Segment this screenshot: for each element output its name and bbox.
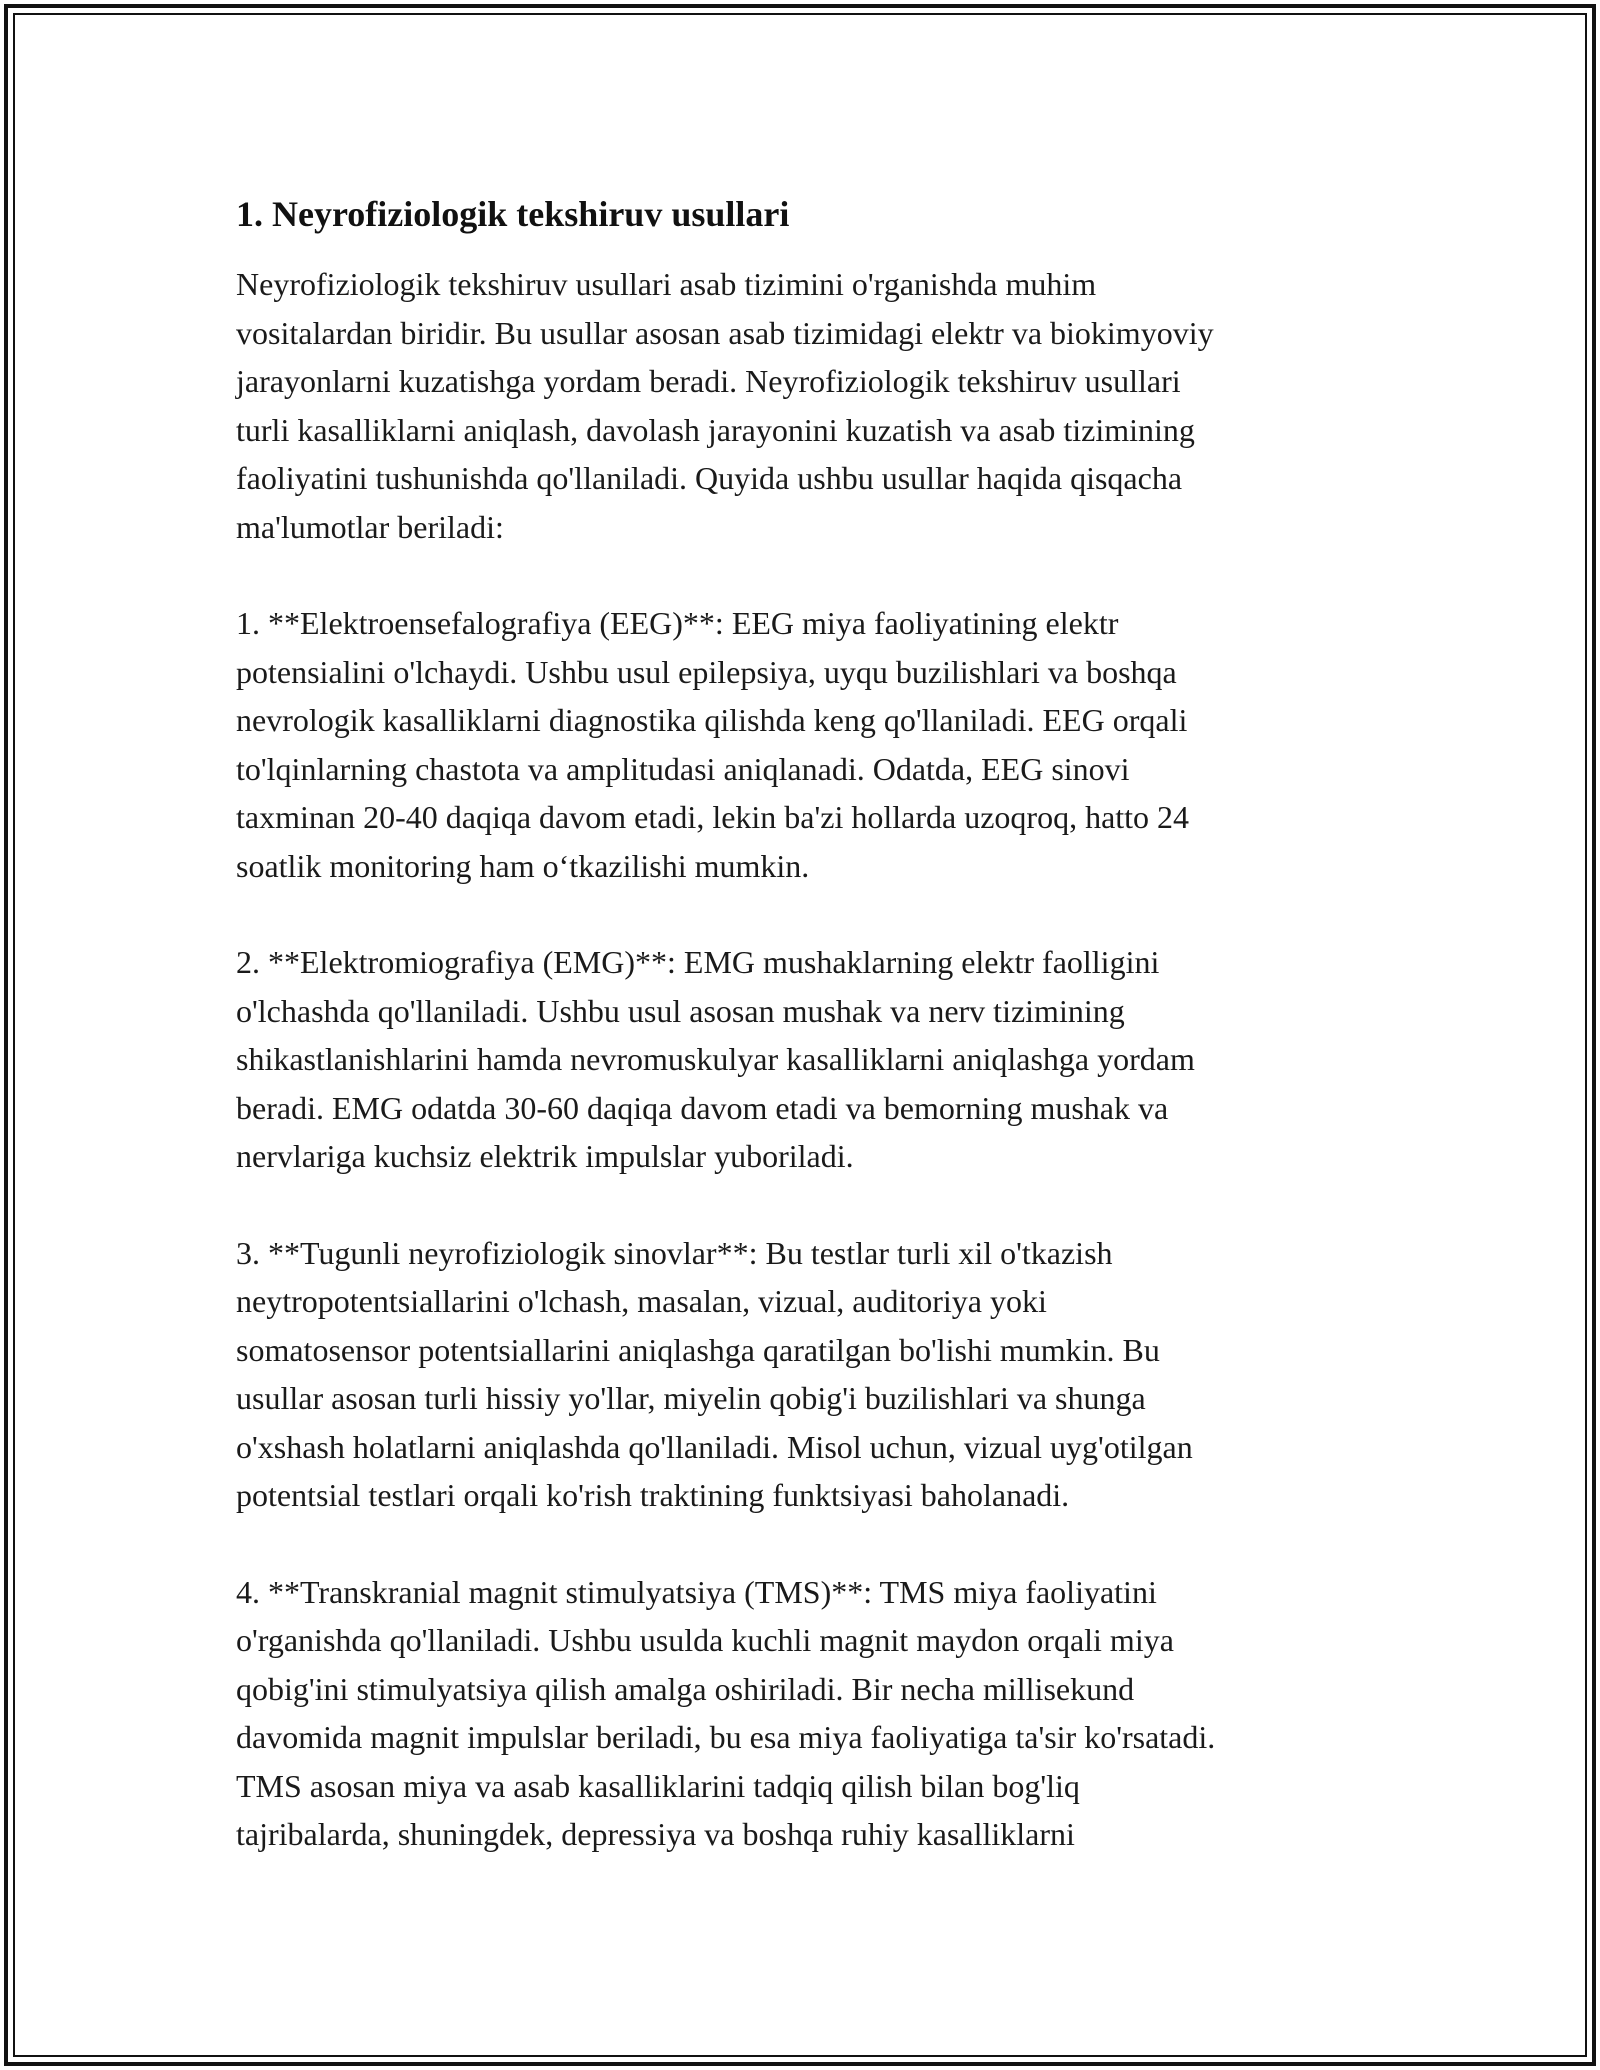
text-line: o'rganishda qo'llaniladi. Ushbu usulda kuchli magnit maydon orqali miya	[236, 1622, 1174, 1658]
text-line: ma'lumotlar beriladi:	[236, 508, 504, 545]
text-line: 1. **Elektroensefalografiya (EEG)**: EEG miya faoliyatining elektr	[236, 605, 1119, 641]
paragraph-evoked-potentials	[236, 1229, 1366, 1520]
text-line: tajribalarda, shuningdek, depressiya va boshqa ruhiy kasalliklarni	[236, 1816, 1075, 1852]
text-line: usullar asosan turli hissiy yo'llar, miyelin qobig'i buzilishlari va shunga	[236, 1380, 1146, 1416]
text-line: 3. **Tugunli neyrofiziologik sinovlar**: Bu testlar turli xil o'tkazish	[236, 1234, 1113, 1271]
text-line: somatosensor potentsiallarini aniqlashga qaratilgan bo'lishi mumkin. Bu	[236, 1331, 1160, 1368]
text-line: soatlik monitoring ham o‘tkazilishi mumkin.	[236, 847, 810, 884]
document-body	[236, 186, 1366, 1859]
text-line: Neyrofiziologik tekshiruv usullari asab tizimini o'rganishda muhim	[236, 266, 1097, 302]
text-line: shikastlanishlarini hamda nevromuskulyar kasalliklarni aniqlashga yordam	[236, 1041, 1195, 1077]
text-line: 2. **Elektromiografiya (EMG)**: EMG mushaklarning elektr faolligini	[236, 944, 1160, 980]
text-line: o'lchashda qo'llaniladi. Ushbu usul asosan mushak va nerv tizimining	[236, 992, 1125, 1029]
text-line: qobig'ini stimulyatsiya qilish amalga oshiriladi. Bir necha millisekund	[236, 1670, 1135, 1707]
text-line: o'xshash holatlarni aniqlashda qo'llaniladi. Misol uchun, vizual uyg'otilgan	[236, 1428, 1193, 1465]
text-line: taxminan 20-40 daqiqa davom etadi, lekin ba'zi hollarda uzoqroq, hatto 24	[236, 799, 1190, 835]
paragraph-eeg	[236, 599, 1366, 890]
text-line: jarayonlarni kuzatishga yordam beradi. Neyrofiziologik tekshiruv usullari	[236, 363, 1181, 399]
text-line: davomida magnit impulslar beriladi, bu esa miya faoliyatiga ta'sir ko'rsatadi.	[236, 1719, 1216, 1755]
text-line: neytropotentsiallarini o'lchash, masalan, vizual, auditoriya yoki	[236, 1283, 1047, 1319]
text-line: 4. **Transkranial magnit stimulyatsiya (TMS)**: TMS miya faoliyatini	[236, 1573, 1157, 1610]
text-line: turli kasalliklarni aniqlash, davolash jarayonini kuzatish va asab tizimining	[236, 411, 1195, 448]
text-line: potensialini o'lchaydi. Ushbu usul epilepsiya, uyqu buzilishlari va boshqa	[236, 653, 1177, 690]
text-line: beradi. EMG odatda 30-60 daqiqa davom etadi va bemorning mushak va	[236, 1089, 1169, 1126]
text-line: vositalardan biridir. Bu usullar asosan asab tizimidagi elektr va biokimyoviy	[236, 314, 1214, 351]
text-line: nevrologik kasalliklarni diagnostika qilishda keng qo'llaniladi. EEG orqali	[236, 702, 1188, 738]
text-line: faoliyatini tushunishda qo'llaniladi. Quyida ushbu usullar haqida qisqacha	[236, 460, 1183, 496]
text-line: nervlariga kuchsiz elektrik impulslar yuboriladi.	[236, 1138, 854, 1174]
paragraph-intro	[236, 260, 1366, 551]
section-heading: 1. Neyrofiziologik tekshiruv usullari	[236, 194, 790, 234]
paragraph-emg	[236, 938, 1366, 1181]
text-line: to'lqinlarning chastota va amplitudasi aniqlanadi. Odatda, EEG sinovi	[236, 750, 1130, 787]
paragraph-tms	[236, 1568, 1366, 1859]
text-line: potentsial testlari orqali ko'rish traktining funktsiyasi baholanadi.	[236, 1477, 1070, 1513]
text-line: TMS asosan miya va asab kasalliklarini tadqiq qilish bilan bog'liq	[236, 1767, 1080, 1804]
